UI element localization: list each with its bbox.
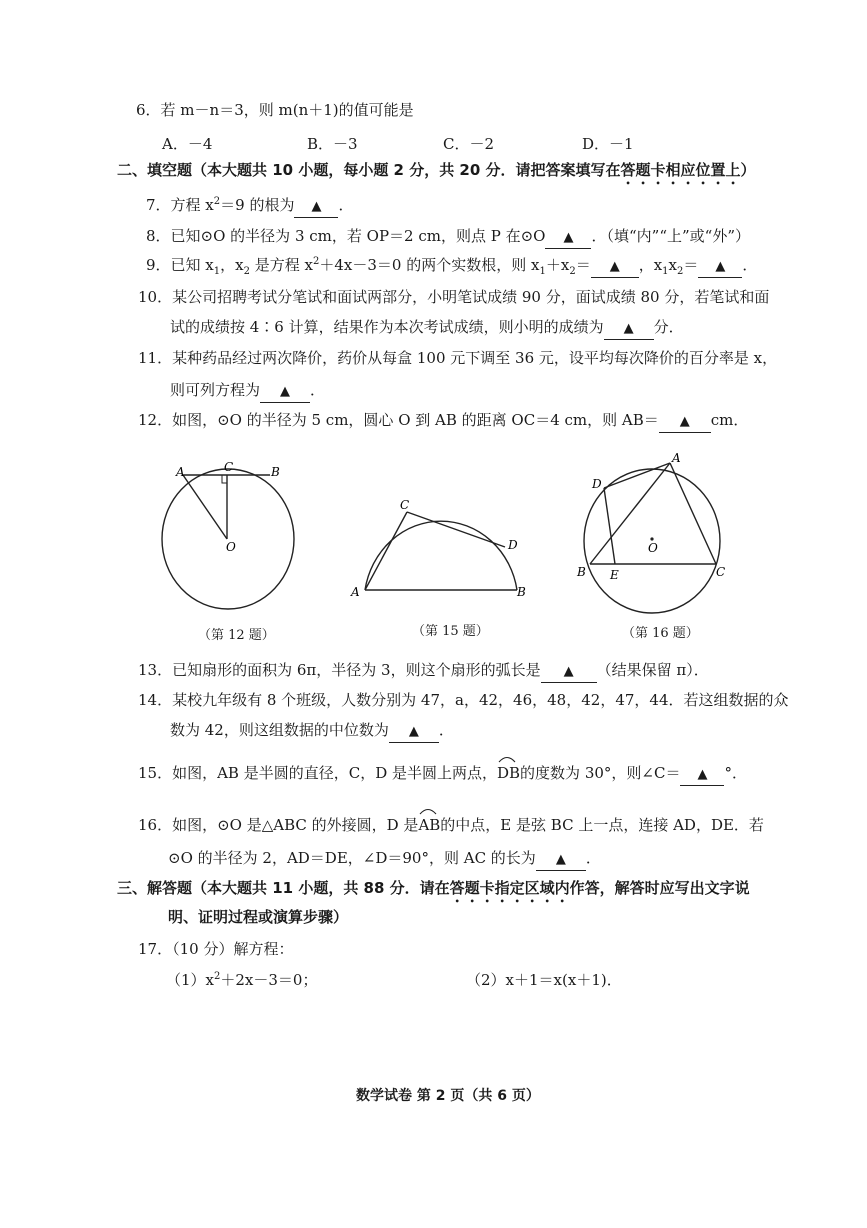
q16-line1: 16．如图，⊙O 是△ABC 的外接圆，D 是 AB的中点，E 是弦 BC 上一点，连接 AD，DE．若 [138,815,764,835]
q17-part1: $(1)x^2+2x-3=0$； [166,971,318,989]
label-c: C [224,460,234,474]
label-c: C [400,498,410,512]
q6-stem: 6．若 m－n＝3，则 m(n＋1)的值可能是 [136,101,414,119]
q6-option-a: A．－4 [162,135,213,153]
label-b: B [271,465,280,479]
caption-fig12: （第 12 题） [198,628,275,643]
answer-blank: ▲ [389,720,439,743]
segment-ac [365,512,407,590]
q12: 12．如图，⊙O 的半径为 5 cm，圆心 O 到 AB 的距离 OC＝4 cm，则 AB＝ ▲ cm． [138,410,748,433]
section3-title-line2: 明、证明过程或演算步骤） [168,908,349,926]
arc-db: DB [497,763,520,783]
q10-line2: 试的成绩按 4∶6 计算，结果作为本次考试成绩，则小明的成绩为 ▲ 分． [170,317,684,340]
answer-blank: ▲ [536,848,586,871]
arc-mark [419,807,437,815]
segment-cd [407,512,505,547]
q6-option-d: D．－1 [582,135,634,153]
label-d: D [508,538,518,552]
label-d: D [592,477,602,491]
answer-blank: ▲ [698,255,742,278]
section3-title-line1: 三、解答题（本大题共 11 小题，共 88 分．请在答题卡指定区域内作答，解答时应写出文字说 [117,879,750,897]
answer-blank: ▲ [604,317,654,340]
label-o: O [648,541,658,555]
q14-line1: 14．某校九年级有 8 个班级，人数分别为 47，a，42，46，48，42，47，44．若这组数据的众 [138,691,789,709]
figure-q16 [570,448,740,618]
q6-option-b: B．－3 [307,135,358,153]
caption-fig16: （第 16 题） [622,626,699,641]
q14-line2: 数为 42，则这组数据的中位数为 ▲ ． [170,720,454,743]
q9: 9．已知 $x_1$，$x_2$ 是方程 $x^2+4x-3=0$ 的两个实数根，则 $x_1+x_2=$ ▲ ，$x_1x_2=$ ▲ ． [146,256,758,277]
segment-ac [670,463,716,564]
page-footer: 数学试卷 第 2 页（共 6 页） [356,1088,540,1104]
segment-de [604,488,615,564]
label-b: B [577,565,586,579]
caption-fig15: （第 15 题） [412,624,489,639]
label-a: A [176,465,185,479]
answer-blank: ▲ [591,255,639,278]
q17-stem: 17．（10 分）解方程： [138,940,294,958]
figure-q12 [150,455,310,620]
label-b: B [517,585,526,599]
arc-ab: AB [418,815,440,835]
answer-blank: ▲ [294,195,338,218]
answer-blank: ▲ [545,226,591,249]
arc-mark [498,755,516,763]
right-angle-mark [222,475,227,483]
q11-line1: 11．某种药品经过两次降价，药价从每盒 100 元下调至 36 元，设平均每次降价的百分率是 x， [138,349,778,367]
label-a: A [351,585,360,599]
figure-q15 [345,495,535,605]
answer-blank: ▲ [680,763,724,786]
label-e: E [610,568,619,582]
q7: 7．方程 $x^2=9$ 的根为 ▲ ． [146,195,353,218]
answer-blank: ▲ [541,660,597,683]
q16-line2: ⊙O 的半径为 2，AD＝DE，∠D＝90°，则 AC 的长为 ▲ ． [168,848,601,871]
q10-line1: 10．某公司招聘考试分笔试和面试两部分，小明笔试成绩 90 分，面试成绩 80 分，若笔试和面 [138,288,770,306]
q6-option-c: C．－2 [443,135,495,153]
circle-o [162,469,294,609]
answer-blank: ▲ [659,410,711,433]
semicircle-arc [365,521,517,590]
label-a: A [672,451,681,465]
q8: 8．已知⊙O 的半径为 3 cm，若 OP＝2 cm，则点 P 在⊙O ▲ ．（填“内”“上”或“外”） [146,226,750,249]
section2-title: 二、填空题（本大题共 10 小题，每小题 2 分，共 20 分．请把答案填写在答题卡相应位置上） [117,161,756,179]
q13: 13．已知扇形的面积为 6π，半径为 3，则这个扇形的弧长是 ▲ （结果保留 π）． [138,660,709,683]
segment-ao [183,475,227,539]
q17-part2: （2）x＋1＝x(x＋1)． [466,971,622,989]
q15: 15．如图，AB 是半圆的直径，C，D 是半圆上两点， DB的度数为 30°，则∠C＝ ▲ °． [138,763,747,786]
label-c: C [716,565,726,579]
label-o: O [226,540,236,554]
answer-blank: ▲ [260,380,310,403]
q11-line2: 则可列方程为 ▲ ． [170,380,325,403]
